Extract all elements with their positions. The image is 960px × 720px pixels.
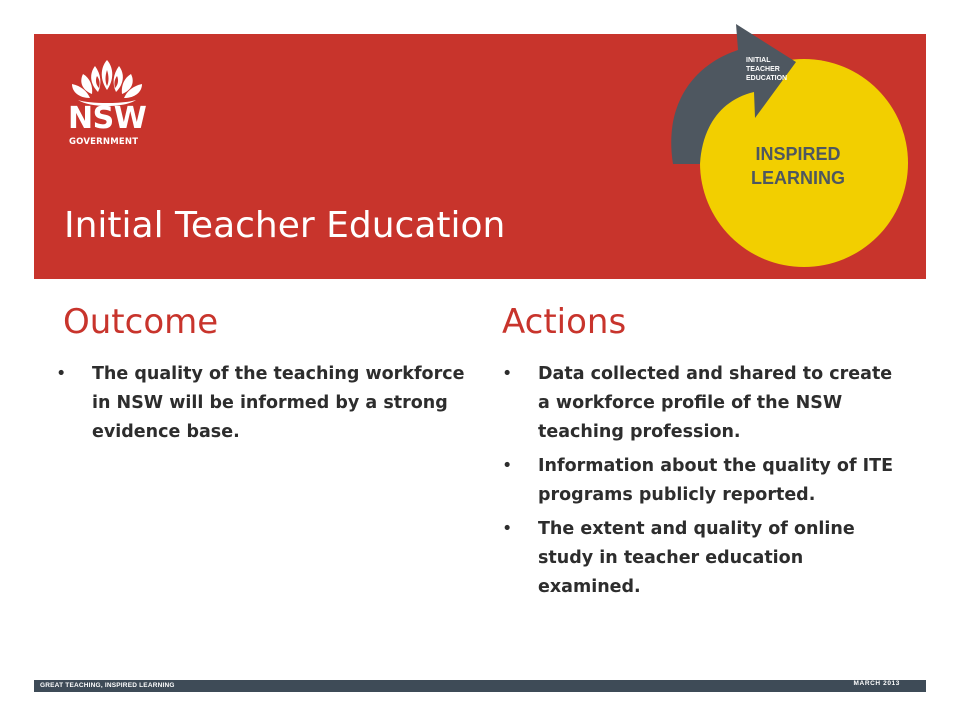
outcome-item: • The quality of the teaching workforce in NSW will be informed by a strong evidence base.: [56, 360, 476, 447]
footer-bar: [34, 680, 926, 692]
actions-heading: Actions: [502, 302, 627, 342]
inspired-learning-graphic: [668, 20, 908, 272]
footer-date: MARCH 2013: [853, 680, 900, 687]
action-item: • The extent and quality of online study in teacher education examined.: [502, 515, 902, 602]
action-item: • Information about the quality of ITE programs publicly reported.: [502, 452, 902, 510]
arrow-label-line-3: EDUCATION: [746, 75, 788, 82]
circle-label-line-2: LEARNING: [751, 168, 845, 188]
outcome-list: [56, 360, 476, 452]
page-title: Initial Teacher Education: [64, 205, 506, 246]
arrow-label-line-2: TEACHER: [746, 66, 780, 73]
footer-tagline: GREAT TEACHING, INSPIRED LEARNING: [40, 682, 175, 689]
arrow-label-line-1: INITIAL: [746, 57, 771, 64]
circle-label-line-1: INSPIRED: [755, 144, 841, 164]
actions-list: [502, 360, 902, 607]
outcome-heading: Outcome: [63, 302, 219, 342]
action-item: • Data collected and shared to create a workforce profile of the NSW teaching profession.: [502, 360, 902, 447]
logo-wordmark: NSW: [68, 101, 147, 136]
logo-subline: GOVERNMENT: [69, 137, 139, 147]
nsw-government-logo: [62, 56, 152, 156]
